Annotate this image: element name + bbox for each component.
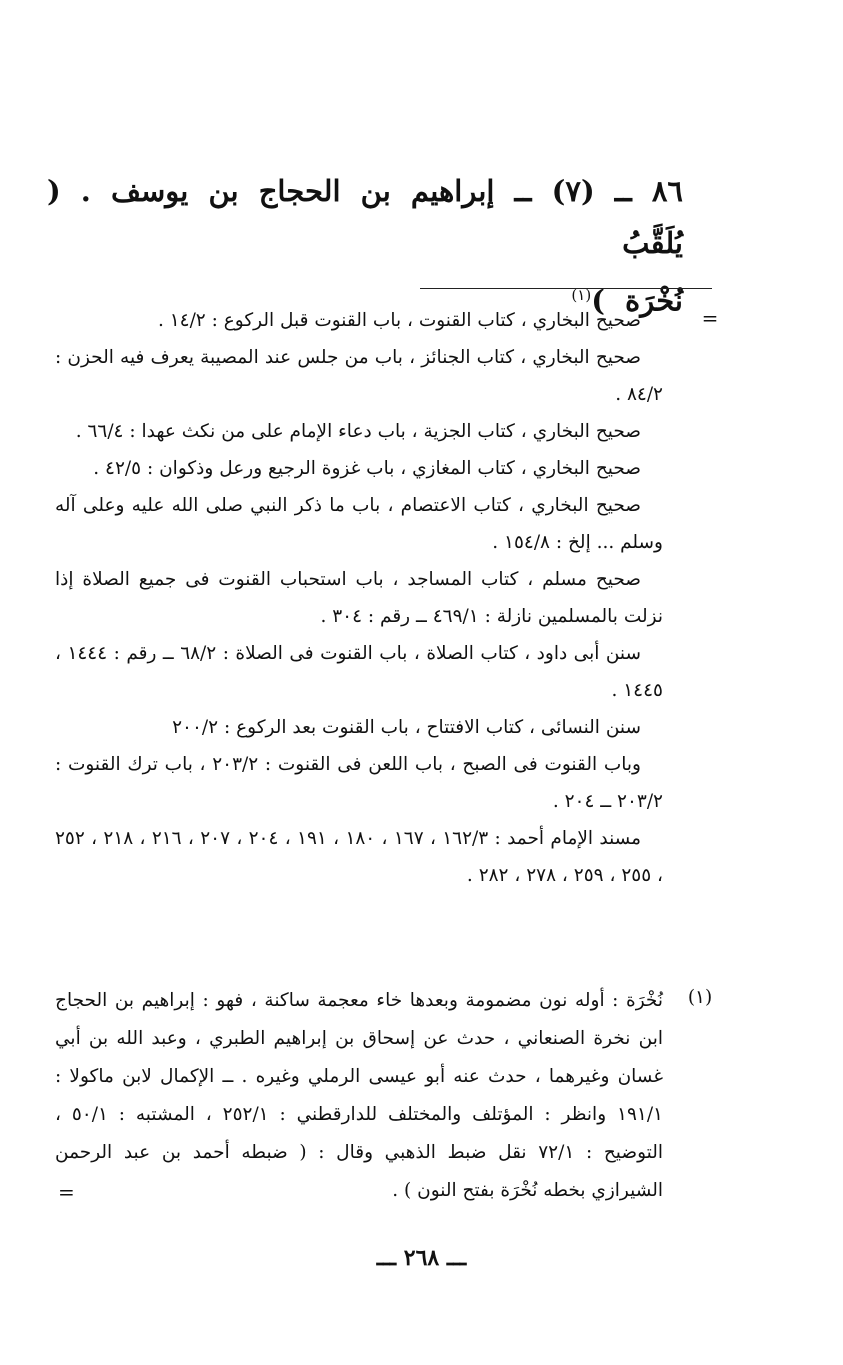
continuation-marker: = xyxy=(701,306,719,330)
footnote-reference: (١) xyxy=(571,286,592,304)
reference-entry: صحيح البخاري ، كتاب الجزية ، باب دعاء الإمام على من نكث عهدا : ٦٦/٤ . xyxy=(75,421,641,442)
footnote-divider xyxy=(420,288,712,289)
reference-entry: سنن أبى داود ، كتاب الصلاة ، باب القنوت فى الصلاة : ٦٨/٢ ــ رقم : ١٤٤٤ ، ١٤٤٥ . xyxy=(55,643,663,701)
reference-entry: صحيح البخاري ، كتاب القنوت ، باب القنوت قبل الركوع : ١٤/٢ . xyxy=(157,310,641,331)
continues-marker: = xyxy=(58,1180,75,1204)
reference-entry: صحيح مسلم ، كتاب المساجد ، باب استحباب القنوت فى جميع الصلاة إذا نزلت بالمسلمين نازلة : ٤٦٩/١ ــ رقم : ٣٠٤ . xyxy=(55,569,663,627)
footnote-text: نُخْرَة : أوله نون مضمومة وبعدها خاء معجمة ساكنة ، فهو : إبراهيم بن الحجاج ابن نخرة الصنعاني ، حدث عن إسحاق بن إبراهيم الطبري ، وعبد الله بن أبي غسان وغيرهما ، حدث عنه أبو عيسى الرملي وغيره . ــ الإكمال لابن ماكولا : ١٩١/١ وانظر : المؤتلف والمختلف للدارقطني : ٢٥٢/١ ، المشتبه : ٥٠/١ ، التوضيح : ٧٢/١ نقل ضبط الذهبي وقال : ( ضبطه أحمد بن عبد الرحمن الشيرازي بخطه نُخْرَة بفتح النون ) . xyxy=(55,990,663,1201)
heading-nickname: نُخْرَة ) xyxy=(591,283,683,318)
reference-entry: سنن النسائى ، كتاب الافتتاح ، باب القنوت بعد الركوع : ٢٠٠/٢ xyxy=(172,717,641,738)
footnote-number: (١) xyxy=(687,987,713,1008)
reference-entry: صحيح البخاري ، كتاب الجنائز ، باب من جلس عند المصيبة يعرف فيه الحزن : ٨٤/٢ . xyxy=(55,347,663,405)
reference-entry: مسند الإمام أحمد : ١٦٢/٣ ، ١٦٧ ، ١٨٠ ، ١٩١ ، ٢٠٤ ، ٢٠٧ ، ٢١٦ ، ٢١٨ ، ٢٥٢ ، ٢٥٥ ، ٢٥٩ ، ٢٧٨ ، ٢٨٢ . xyxy=(55,828,663,886)
continued-footnote-references xyxy=(55,302,663,894)
heading-line-1: ٨٦ ــ (٧) ــ إبراهيم بن الحجاج بن يوسف . ( يُلَقَّبُ xyxy=(46,174,683,260)
page-number: ـــ ٢٦٨ ـــ xyxy=(376,1245,467,1271)
reference-entry: صحيح البخاري ، كتاب المغازي ، باب غزوة الرجيع ورعل وذكوان : ٤٢/٥ . xyxy=(93,458,641,479)
footnote-body xyxy=(55,982,663,1210)
reference-entry: وباب القنوت فى الصبح ، باب اللعن فى القنوت : ٢٠٣/٢ ، باب ترك القنوت : ٢٠٣/٢ ــ ٢٠٤ . xyxy=(55,754,663,812)
reference-entry: صحيح البخاري ، كتاب الاعتصام ، باب ما ذكر النبي صلى الله عليه وعلى آله وسلم ... إلخ : ١٥٤/٨ . xyxy=(55,495,663,553)
